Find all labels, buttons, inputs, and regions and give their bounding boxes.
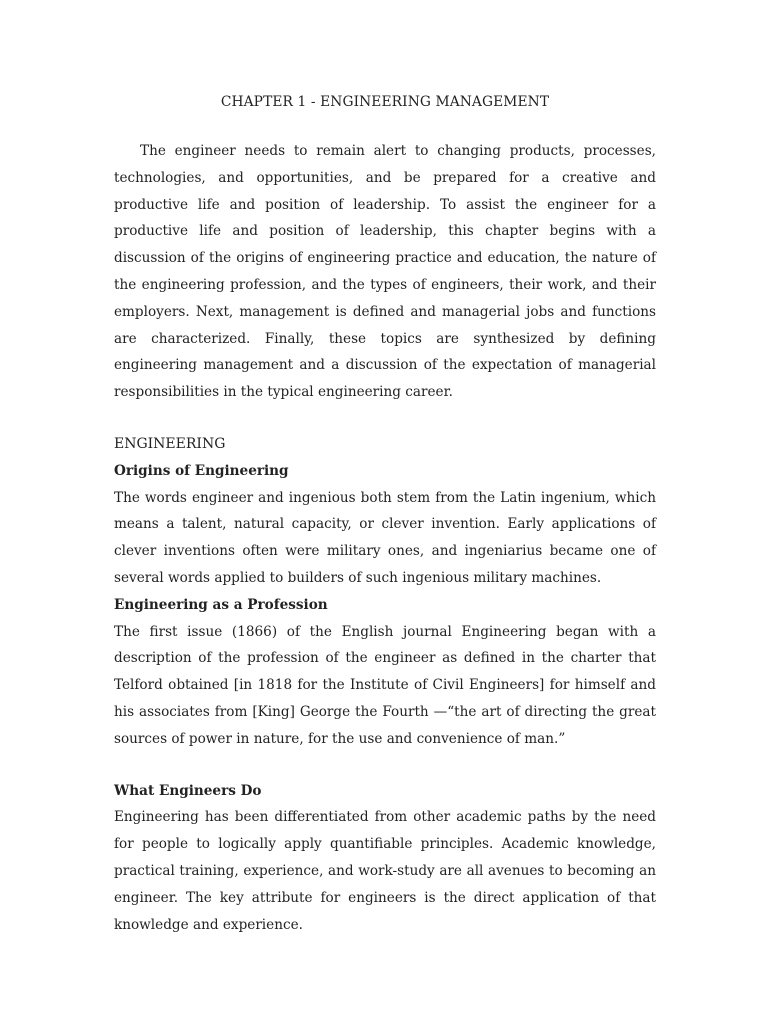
subheading-engineering-as-a-profession: Engineering as a Profession: [114, 596, 328, 613]
section-heading-engineering: ENGINEERING: [114, 435, 226, 452]
intro-paragraph: The engineer needs to remain alert to changing products, processes, technologies, and opportunities, and be prepared for a creative and productive life and position of leadership. To assist the engineer for a productive life and position of leadership, this chapter begins with a discussion of the origins of engineering practice and education, the nature of the engineering profession, and the types of engineers, their work, and their employers. Next, management is defined and managerial jobs and functions are characterized. Finally, these topics are synthesized by defining engineering management and a discussion of the expectation of managerial responsibilities in the typical engineering career.: [114, 143, 656, 401]
paragraph-what-engineers-do: Engineering has been differentiated from other academic paths by the need for people to logically apply quantifiable principles. Academic knowledge, practical training, experience, and work-study are all avenues to becoming an engineer. The key attribute for engineers is the direct application of that knowledge and experience.: [114, 809, 656, 933]
subheading-origins-of-engineering: Origins of Engineering: [114, 462, 289, 479]
spacer: [114, 753, 656, 778]
paragraph-engineering-as-a-profession: The first issue (1866) of the English journal Engineering began with a description of the profession of the engineer as defined in the charter that Telford obtained [in 1818 for the Institute of Civil Engineers] for himself and his associates from [King] George the Fourth —“the art of directing the great sources of power in nature, for the use and convenience of man.”: [114, 623, 656, 747]
subheading-what-engineers-do: What Engineers Do: [114, 782, 262, 799]
document-content: [114, 90, 656, 938]
paragraph-origins-of-engineering: The words engineer and ingenious both stem from the Latin ingenium, which means a talent, natural capacity, or clever invention. Early applications of clever inventions often were military ones, and ingeniarius became one of several words applied to builders of such ingenious military machines.: [114, 489, 656, 586]
chapter-title: CHAPTER 1 - ENGINEERING MANAGEMENT: [220, 94, 550, 110]
